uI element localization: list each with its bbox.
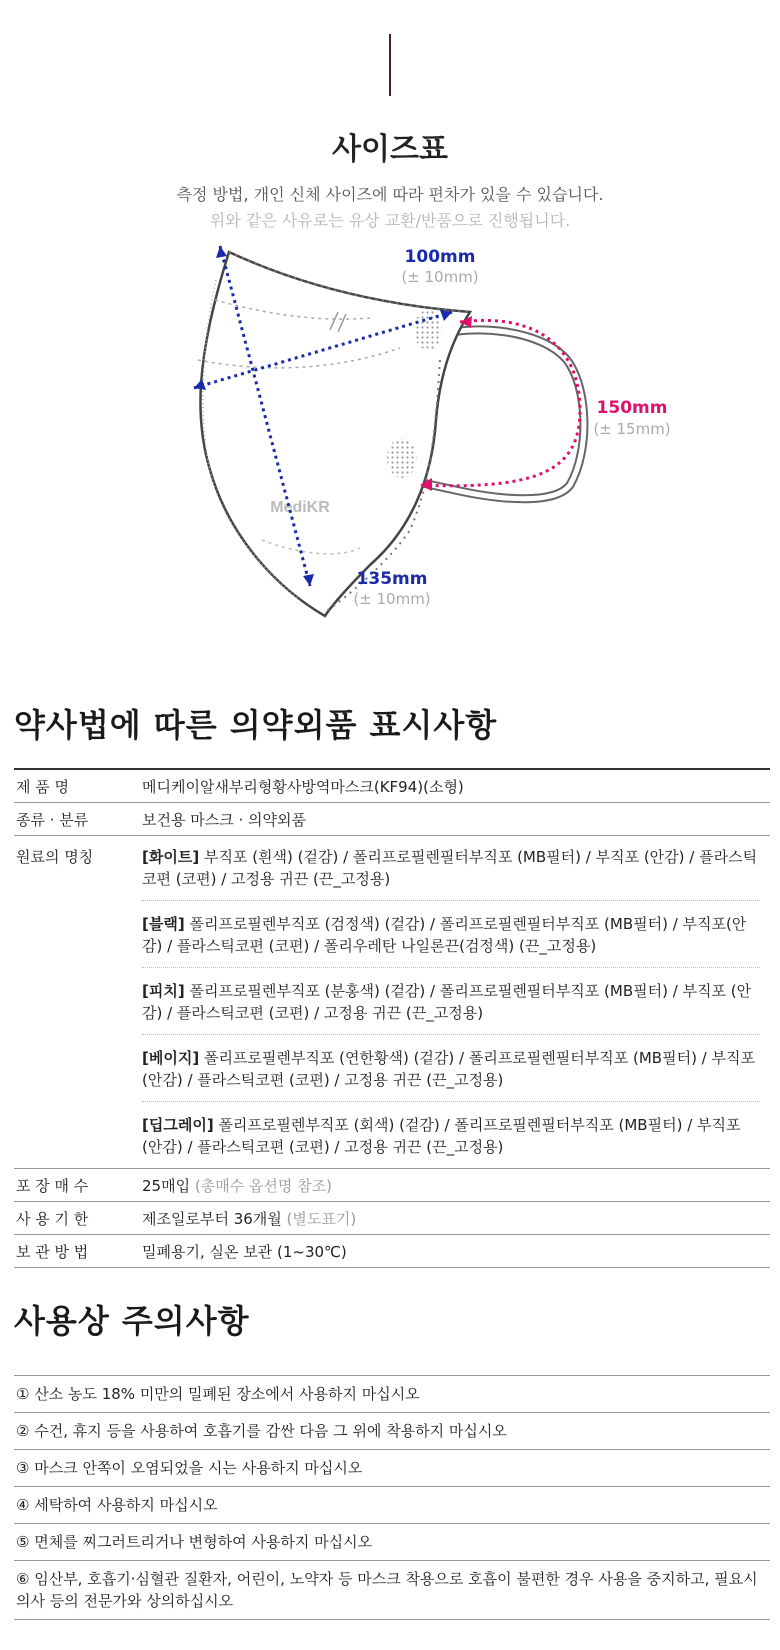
category-label: 종류 · 분류 <box>16 810 89 829</box>
caution-item: ⑤ 면체를 찌그러트리거나 변형하여 사용하지 마십시오 <box>14 1524 770 1561</box>
size-chart-notice: 위와 같은 사유로는 유상 교환/반품으로 진행됩니다. <box>209 211 571 230</box>
top-divider-line <box>389 34 391 96</box>
product-name-value: 메디케이알새부리형황사방역마스크(KF94)(소형) <box>142 777 464 796</box>
material-item: [블랙] 폴리프로필렌부직포 (검정색) (겉감) / 폴리프로필렌필터부직포 (MB필터) / 부직포(안감) / 플라스틱코편 (코편) / 폴리우레탄 나일론끈(검정색) (끈_고정용) <box>142 900 760 967</box>
material-item: [딥그레이] 폴리프로필렌부직포 (회색) (겉감) / 폴리프로필렌필터부직포 (MB필터) / 부직포 (안감) / 플라스틱코편 (코편) / 고정용 귀끈 (끈_고정용) <box>142 1101 760 1168</box>
materials-list <box>142 846 770 1168</box>
label-section-title: 약사법에 따른 의약외품 표시사항 <box>14 706 498 744</box>
quantity-label: 포 장 매 수 <box>16 1176 89 1195</box>
expiry-value: 제조일로부터 36개월 (별도표기) <box>142 1209 357 1228</box>
quantity-row <box>14 1169 770 1202</box>
storage-label: 보 관 방 법 <box>16 1242 89 1261</box>
mask-size-diagram <box>0 230 780 650</box>
cautions-list <box>14 1375 770 1620</box>
storage-row <box>14 1235 770 1268</box>
caution-item: ① 산소 농도 18% 미만의 밀폐된 장소에서 사용하지 마십시오 <box>14 1376 770 1413</box>
material-item: [베이지] 폴리프로필렌부직포 (연한황색) (겉감) / 폴리프로필렌필터부직포 (MB필터) / 부직포 (안감) / 플라스틱코편 (코편) / 고정용 귀끈 (끈_고정용) <box>142 1034 760 1101</box>
caution-item: ⑥ 임산부, 호흡기·심혈관 질환자, 어린이, 노약자 등 마스크 착용으로 호흡이 불편한 경우 사용을 중지하고, 필요시 의사 등의 전문가와 상의하십시오 <box>14 1561 770 1620</box>
dim-loop-tolerance: (± 15mm) <box>593 420 671 438</box>
dim-height-tolerance: (± 10mm) <box>353 590 431 608</box>
category-value: 보건용 마스크 · 의약외품 <box>142 810 306 829</box>
expiry-label: 사 용 기 한 <box>16 1209 89 1228</box>
dim-width-tolerance: (± 10mm) <box>401 268 479 286</box>
caution-item: ② 수건, 휴지 등을 사용하여 호흡기를 감싼 다음 그 위에 착용하지 마십시오 <box>14 1413 770 1450</box>
mask-body <box>200 252 470 616</box>
caution-item: ③ 마스크 안쪽이 오염되었을 시는 사용하지 마십시오 <box>14 1450 770 1487</box>
quantity-value: 25매입 (총매수 옵션명 참조) <box>142 1176 333 1195</box>
size-chart-title: 사이즈표 <box>332 132 448 167</box>
product-name-label: 제 품 명 <box>16 777 70 796</box>
dim-height-value: 135mm <box>356 569 428 589</box>
dim-width-value: 100mm <box>404 247 476 267</box>
category-row <box>14 803 770 836</box>
mask-logo: MediKR <box>270 499 330 516</box>
expiry-note: (별도표기) <box>281 1209 357 1228</box>
dim-loop-value: 150mm <box>596 398 668 418</box>
cautions-title: 사용상 주의사항 <box>14 1302 250 1340</box>
product-info-table <box>14 768 770 1268</box>
expiry-row <box>14 1202 770 1235</box>
storage-value: 밀폐용기, 실온 보관 (1~30℃) <box>142 1242 347 1261</box>
quantity-note: (총매수 옵션명 참조) <box>190 1176 333 1195</box>
material-item: [화이트] 부직포 (흰색) (겉감) / 폴리프로필렌필터부직포 (MB필터) / 부직포 (안감) / 플라스틱코편 (코편) / 고정용 귀끈 (끈_고정용) <box>142 848 758 888</box>
materials-label: 원료의 명칭 <box>16 848 94 866</box>
size-chart-subtitle: 측정 방법, 개인 신체 사이즈에 따라 편차가 있을 수 있습니다. <box>176 185 604 204</box>
caution-item: ④ 세탁하여 사용하지 마십시오 <box>14 1487 770 1524</box>
ear-attach-patch-bottom <box>387 438 417 478</box>
product-name-row <box>14 770 770 803</box>
materials-row <box>14 836 770 1169</box>
material-item: [피치] 폴리프로필렌부직포 (분홍색) (겉감) / 폴리프로필렌필터부직포 (MB필터) / 부직포 (안감) / 플라스틱코편 (코편) / 고정용 귀끈 (끈_고정용) <box>142 967 760 1034</box>
